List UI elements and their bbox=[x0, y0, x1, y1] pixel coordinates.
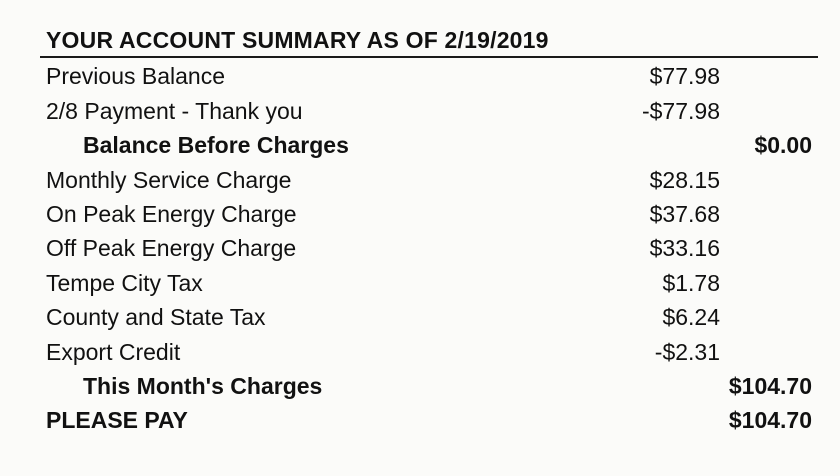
row-amount: $77.98 bbox=[649, 63, 720, 89]
row-amount: $37.68 bbox=[649, 201, 720, 227]
title-underline bbox=[40, 56, 818, 58]
row-label: Export Credit bbox=[46, 339, 181, 365]
row-amount: -$2.31 bbox=[654, 339, 720, 365]
row-amount: $104.70 bbox=[728, 407, 812, 433]
row-label: County and State Tax bbox=[46, 304, 266, 330]
row-label: Off Peak Energy Charge bbox=[46, 235, 297, 261]
row-export-credit bbox=[46, 335, 816, 369]
row-payment bbox=[46, 94, 816, 128]
row-label: 2/8 Payment - Thank you bbox=[46, 98, 303, 124]
row-label: Monthly Service Charge bbox=[46, 167, 292, 193]
row-amount: $6.24 bbox=[662, 304, 720, 330]
row-label: On Peak Energy Charge bbox=[46, 201, 297, 227]
row-please-pay bbox=[46, 403, 816, 437]
row-label: Tempe City Tax bbox=[46, 270, 203, 296]
row-previous-balance bbox=[46, 59, 816, 93]
row-amount: $104.70 bbox=[728, 373, 812, 399]
row-label: This Month's Charges bbox=[83, 373, 323, 399]
row-amount: $33.16 bbox=[649, 235, 720, 261]
row-this-months-charges bbox=[46, 369, 816, 403]
row-amount: $28.15 bbox=[649, 167, 720, 193]
row-monthly-service-charge bbox=[46, 163, 816, 197]
row-label: Previous Balance bbox=[46, 63, 225, 89]
row-amount: -$77.98 bbox=[641, 98, 720, 124]
row-on-peak-energy-charge bbox=[46, 197, 816, 231]
row-label: PLEASE PAY bbox=[46, 407, 188, 433]
row-tempe-city-tax bbox=[46, 266, 816, 300]
row-label: Balance Before Charges bbox=[83, 132, 349, 158]
row-balance-before-charges bbox=[46, 128, 816, 162]
row-amount: $0.00 bbox=[754, 132, 812, 158]
row-amount: $1.78 bbox=[662, 270, 720, 296]
summary-title: YOUR ACCOUNT SUMMARY AS OF 2/19/2019 bbox=[46, 27, 549, 53]
row-county-state-tax bbox=[46, 300, 816, 334]
row-off-peak-energy-charge bbox=[46, 231, 816, 265]
